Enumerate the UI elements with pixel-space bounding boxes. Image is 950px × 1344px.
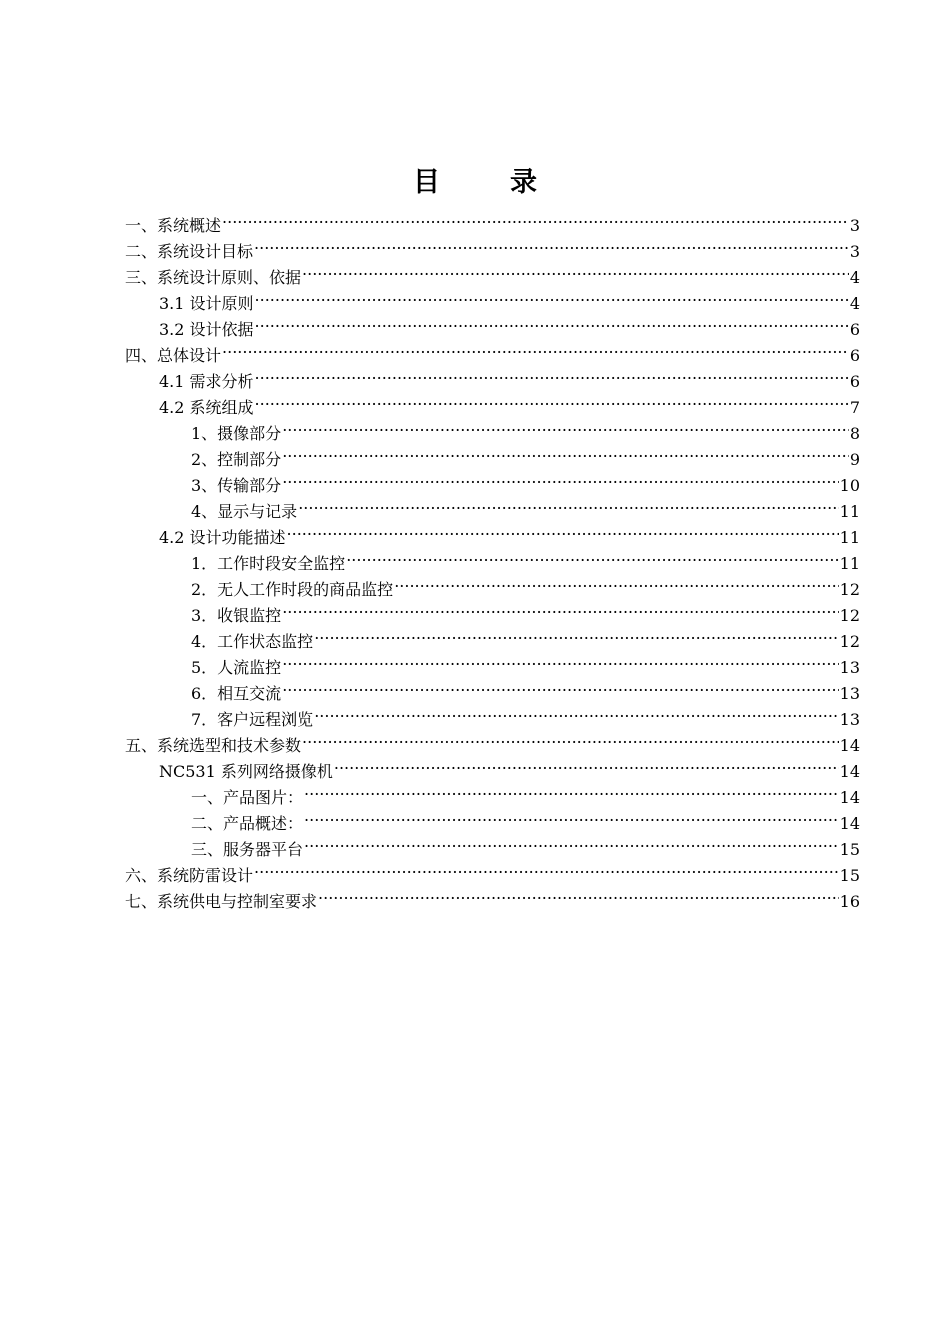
toc-entry-label: 一、系统概述: [125, 216, 222, 235]
toc-entry-page-number: 11: [839, 528, 860, 547]
toc-dot-leader: [254, 231, 849, 257]
toc-entry-page-number: 12: [839, 606, 860, 625]
toc-entry-page-number: 14: [839, 814, 860, 833]
toc-entry-page-number: 13: [839, 658, 860, 677]
toc-entry-label: 3.1 设计原则: [159, 294, 254, 313]
toc-entry-label: 2、控制部分: [191, 450, 282, 469]
toc-entry-label: 七、系统供电与控制室要求: [125, 892, 318, 911]
toc-dot-leader: [282, 595, 838, 621]
toc-entry-page-number: 11: [839, 502, 860, 521]
table-of-contents: [125, 205, 860, 911]
toc-entry-page-number: 4: [849, 294, 860, 313]
toc-dot-leader: [318, 881, 839, 907]
toc-entry-page-number: 15: [839, 840, 860, 859]
toc-title-part1: 目: [413, 167, 440, 198]
toc-entry-page-number: 6: [849, 372, 860, 391]
toc-entry-page-number: 10: [839, 476, 860, 495]
toc-entry-label: 五、系统选型和技术参数: [125, 736, 302, 755]
toc-entry-page-number: 8: [849, 424, 860, 443]
toc-title-part2: 录: [510, 167, 537, 198]
toc-entry-page-number: 13: [839, 684, 860, 703]
toc-entry-label: 6．相互交流: [191, 684, 282, 703]
toc-entry-label: 四、总体设计: [125, 346, 222, 365]
toc-dot-leader: [282, 413, 849, 439]
toc-entry-label: 三、系统设计原则、依据: [125, 268, 302, 287]
toc-entry[interactable]: [125, 231, 860, 261]
toc-dot-leader: [255, 361, 849, 387]
toc-dot-leader: [298, 491, 838, 517]
toc-entry-page-number: 3: [849, 216, 860, 235]
toc-entry-label: 4.2 设计功能描述: [159, 528, 286, 547]
toc-entry[interactable]: [125, 361, 860, 391]
toc-entry-label: 六、系统防雷设计: [125, 866, 254, 885]
toc-dot-leader: [302, 725, 839, 751]
toc-entry-page-number: 13: [839, 710, 860, 729]
toc-entry-label: 1、摄像部分: [191, 424, 282, 443]
toc-title: [0, 160, 950, 199]
toc-entry[interactable]: [125, 205, 860, 235]
toc-dot-leader: [255, 309, 849, 335]
toc-entry-page-number: 14: [839, 736, 860, 755]
toc-entry-page-number: 14: [839, 788, 860, 807]
toc-dot-leader: [282, 439, 849, 465]
toc-entry-label: 3．收银监控: [191, 606, 282, 625]
toc-dot-leader: [302, 257, 849, 283]
toc-dot-leader: [334, 751, 839, 777]
toc-entry-page-number: 16: [839, 892, 860, 911]
toc-entry-page-number: 12: [839, 632, 860, 651]
toc-entry-page-number: 11: [839, 554, 860, 573]
toc-dot-leader: [346, 543, 838, 569]
toc-entry-label: 4.2 系统组成: [159, 398, 254, 417]
toc-dot-leader: [282, 673, 838, 699]
toc-entry-label: 一、产品图片：: [191, 788, 304, 807]
toc-entry-page-number: 7: [849, 398, 860, 417]
toc-entry-page-number: 6: [849, 346, 860, 365]
toc-dot-leader: [222, 335, 849, 361]
toc-dot-leader: [282, 647, 838, 673]
toc-entry-page-number: 14: [839, 762, 860, 781]
toc-entry-label: 4、显示与记录: [191, 502, 298, 521]
toc-entry-label: 2．无人工作时段的商品监控: [191, 580, 394, 599]
toc-entry-page-number: 15: [839, 866, 860, 885]
toc-dot-leader: [282, 465, 838, 491]
toc-entry-page-number: 3: [849, 242, 860, 261]
toc-entry-label: NC531 系列网络摄像机: [159, 762, 333, 781]
toc-entry-label: 二、系统设计目标: [125, 242, 254, 261]
toc-entry-label: 4.1 需求分析: [159, 372, 254, 391]
toc-dot-leader: [255, 387, 849, 413]
toc-entry-label: 1．工作时段安全监控: [191, 554, 346, 573]
toc-dot-leader: [287, 517, 839, 543]
toc-dot-leader: [304, 777, 839, 803]
toc-dot-leader: [394, 569, 838, 595]
toc-entry-label: 3、传输部分: [191, 476, 282, 495]
toc-entry-label: 7．客户远程浏览: [191, 710, 314, 729]
toc-entry-label: 3.2 设计依据: [159, 320, 254, 339]
toc-dot-leader: [304, 829, 839, 855]
toc-dot-leader: [304, 803, 839, 829]
toc-dot-leader: [314, 699, 838, 725]
toc-entry-page-number: 9: [849, 450, 860, 469]
toc-dot-leader: [254, 855, 839, 881]
toc-entry-label: 5．人流监控: [191, 658, 282, 677]
toc-entry-label: 4．工作状态监控: [191, 632, 314, 651]
toc-dot-leader: [255, 283, 849, 309]
toc-entry-page-number: 4: [849, 268, 860, 287]
toc-entry-label: 三、服务器平台: [191, 840, 304, 859]
toc-dot-leader: [314, 621, 838, 647]
toc-entry-label: 二、产品概述：: [191, 814, 304, 833]
toc-entry[interactable]: [125, 335, 860, 365]
toc-dot-leader: [222, 205, 849, 231]
toc-entry-page-number: 12: [839, 580, 860, 599]
toc-entry-page-number: 6: [849, 320, 860, 339]
